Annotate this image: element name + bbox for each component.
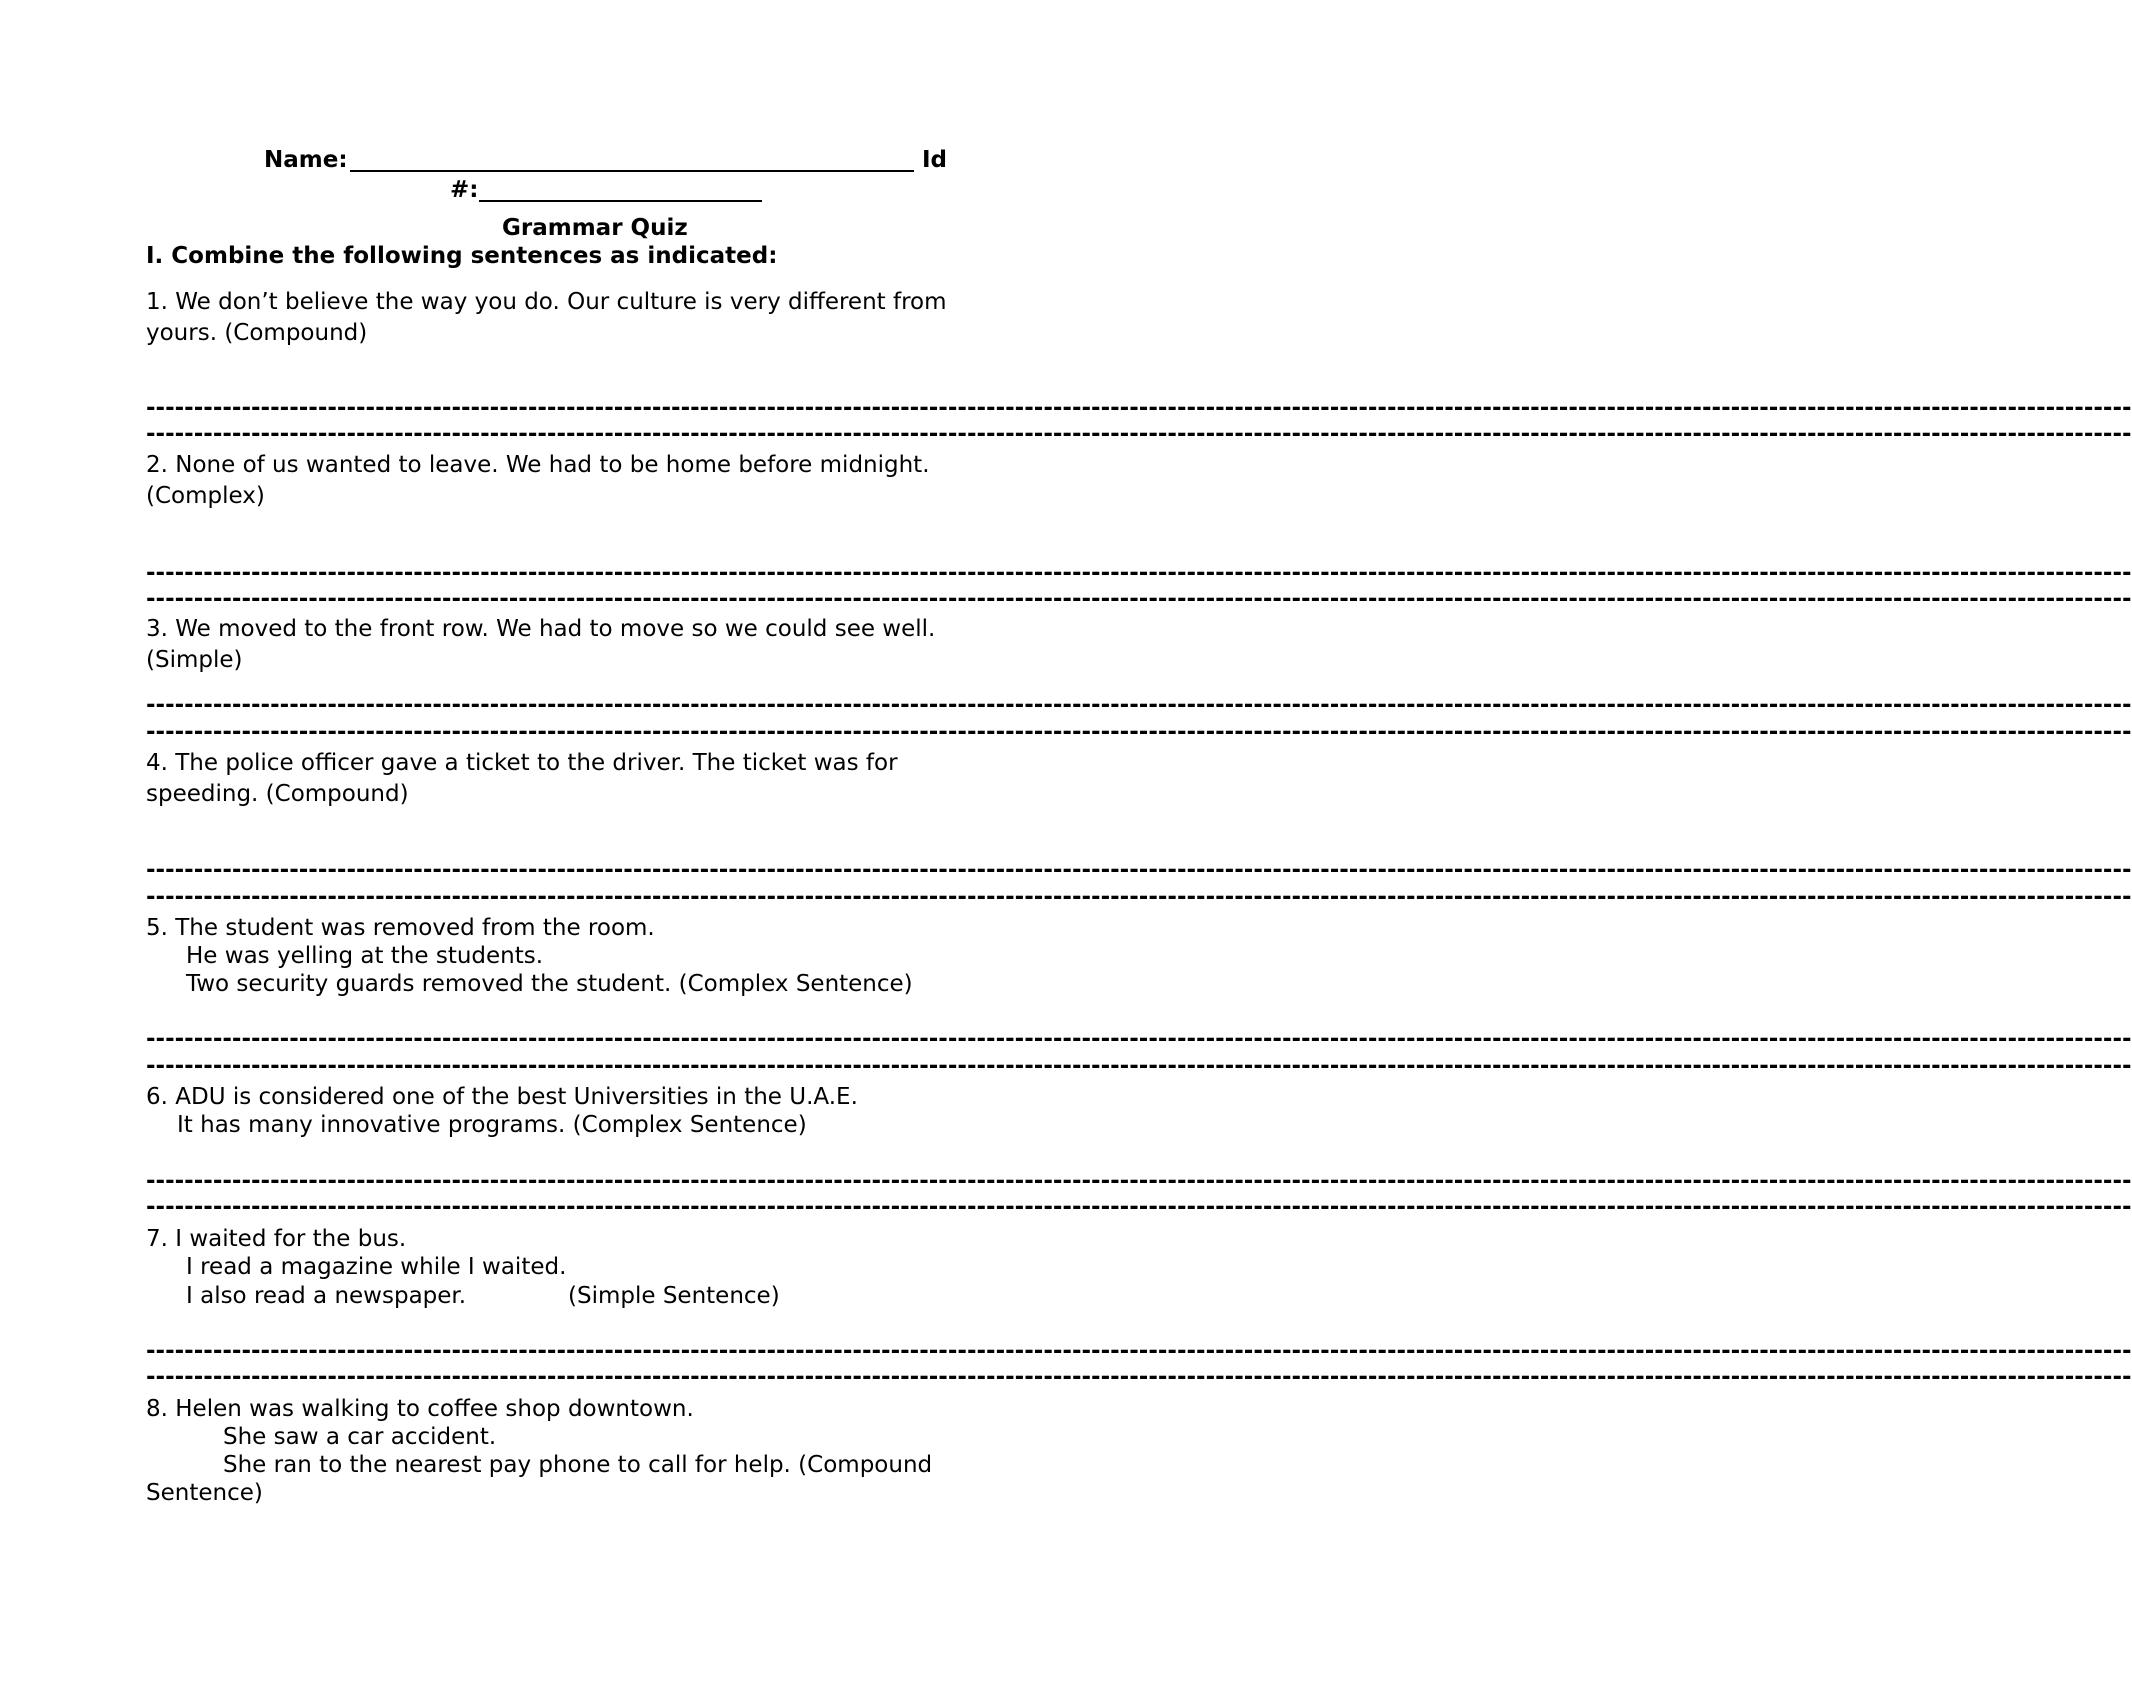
answer-line-5-cont[interactable]: ----------------------------------------------------------------------------------------------------------------------------------------------------------------------------------------------------------------: [146, 1053, 2132, 1079]
question-8-line-3: She ran to the nearest pay phone to call for help. (Compound: [223, 1452, 933, 1478]
question-7-line-1: 7. I waited for the bus.: [146, 1226, 407, 1252]
answer-line-2-cont[interactable]: ----------------------------------------------------------------------------------------------------------------------------------------------------------------------------------------------------------------: [146, 586, 2132, 612]
question-2-line-2: (Complex): [146, 483, 265, 509]
question-6-line-2: It has many innovative programs. (Complex Sentence): [177, 1112, 807, 1138]
name-label: Name:: [264, 147, 348, 173]
question-3-line-1: 3. We moved to the front row. We had to move so we could see well.: [146, 616, 936, 642]
id-field[interactable]: [479, 200, 762, 202]
answer-line-4[interactable]: ----------------------------------------------------------------------------------------------------------------------------------------------------------------------------------------------------------------: [146, 857, 2132, 883]
answer-line-1[interactable]: ----------------------------------------------------------------------------------------------------------------------------------------------------------------------------------------------------------------: [146, 395, 2132, 421]
quiz-title: Grammar Quiz: [502, 215, 688, 241]
question-1-line-2: yours. (Compound): [146, 320, 368, 346]
question-7-line-2: I read a magazine while I waited.: [186, 1254, 567, 1280]
answer-line-1-cont[interactable]: ----------------------------------------------------------------------------------------------------------------------------------------------------------------------------------------------------------------: [146, 421, 2132, 447]
question-3-line-2: (Simple): [146, 647, 243, 673]
question-1-line-1: 1. We don’t believe the way you do. Our culture is very different from: [146, 289, 947, 315]
question-7-type: (Simple Sentence): [568, 1283, 780, 1309]
question-6-line-1: 6. ADU is considered one of the best Universities in the U.A.E.: [146, 1084, 858, 1110]
answer-line-6[interactable]: ----------------------------------------------------------------------------------------------------------------------------------------------------------------------------------------------------------------: [146, 1168, 2132, 1194]
question-8-line-4: Sentence): [146, 1480, 263, 1506]
question-5-line-1: 5. The student was removed from the room.: [146, 915, 655, 941]
question-5-line-3: Two security guards removed the student. (Complex Sentence): [186, 971, 913, 997]
id-hash-label: #:: [450, 177, 479, 203]
question-2-line-1: 2. None of us wanted to leave. We had to be home before midnight.: [146, 452, 930, 478]
answer-line-7-cont[interactable]: ----------------------------------------------------------------------------------------------------------------------------------------------------------------------------------------------------------------: [146, 1364, 2132, 1390]
name-field[interactable]: [350, 170, 914, 172]
answer-line-4-cont[interactable]: ----------------------------------------------------------------------------------------------------------------------------------------------------------------------------------------------------------------: [146, 884, 2132, 910]
answer-line-5[interactable]: ----------------------------------------------------------------------------------------------------------------------------------------------------------------------------------------------------------------: [146, 1026, 2132, 1052]
section-heading: I. Combine the following sentences as indicated:: [146, 243, 778, 269]
question-7-line-3: I also read a newspaper.: [186, 1283, 467, 1309]
answer-line-3[interactable]: ----------------------------------------------------------------------------------------------------------------------------------------------------------------------------------------------------------------: [146, 692, 2132, 718]
answer-line-6-cont[interactable]: ----------------------------------------------------------------------------------------------------------------------------------------------------------------------------------------------------------------: [146, 1194, 2132, 1220]
question-4-line-2: speeding. (Compound): [146, 781, 409, 807]
question-8-line-2: She saw a car accident.: [223, 1424, 497, 1450]
question-4-line-1: 4. The police officer gave a ticket to the driver. The ticket was for: [146, 750, 898, 776]
answer-line-2[interactable]: ----------------------------------------------------------------------------------------------------------------------------------------------------------------------------------------------------------------: [146, 560, 2132, 586]
question-8-line-1: 8. Helen was walking to coffee shop downtown.: [146, 1396, 694, 1422]
answer-line-3-cont[interactable]: ----------------------------------------------------------------------------------------------------------------------------------------------------------------------------------------------------------------: [146, 719, 2132, 745]
answer-line-7[interactable]: ----------------------------------------------------------------------------------------------------------------------------------------------------------------------------------------------------------------: [146, 1338, 2132, 1364]
id-label: Id: [922, 147, 948, 173]
question-5-line-2: He was yelling at the students.: [186, 943, 544, 969]
